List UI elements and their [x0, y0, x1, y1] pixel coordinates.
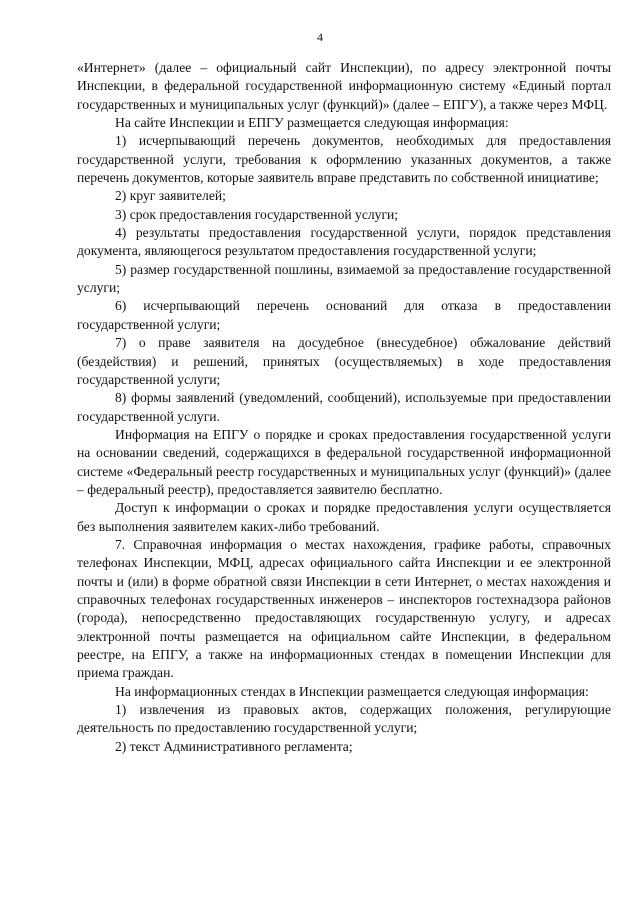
- document-body: [77, 59, 611, 756]
- paragraph-epgu-info: Информация на ЕПГУ о порядке и сроках предоставления государственной услуги на основании сведений, содержащихся в федеральной государственной информационной системе «Федеральный реестр государственных и муниципальных услуг (функций)» (далее – федеральный реестр), предоставляется заявителю бесплатно.: [77, 426, 611, 497]
- list-item-forms: 8) формы заявлений (уведомлений, сообщений), используемые при предоставлении государственной услуги.: [77, 390, 611, 424]
- paragraph-site-info-intro: На сайте Инспекции и ЕПГУ размещается следующая информация:: [115, 115, 509, 131]
- page-number: 4: [317, 30, 323, 44]
- list-item-applicants: 2) круг заявителей;: [115, 188, 226, 204]
- list-item-documents: 1) исчерпывающий перечень документов, необходимых для предоставления государственной услуги, требования к оформлению указанных документов, а также перечень документов, которые заявитель вправе представить по собственной инициативе;: [77, 133, 611, 186]
- list-item-appeal-right: 7) о праве заявителя на досудебное (внесудебное) обжалование действий (бездействия) и решений, принятых (осуществляемых) в ходе предоставления государственной услуги;: [77, 335, 611, 387]
- paragraph-access: Доступ к информации о сроках и порядке предоставления услуги осуществляется без выполнения заявителем каких-либо требований.: [77, 500, 611, 534]
- paragraph-stands-intro: На информационных стендах в Инспекции размещается следующая информация:: [115, 683, 589, 699]
- list-item-results: 4) результаты предоставления государственной услуги, порядок представления документа, являющегося результатом предоставления государственной услуги;: [77, 225, 611, 259]
- paragraph-continuation: «Интернет» (далее – официальный сайт Инспекции), по адресу электронной почты Инспекции, в федеральной государственной информационную систему «Единый портал государственных и муниципальных услуг (функций)» (далее – ЕПГУ), а также через МФЦ.: [77, 60, 611, 112]
- list-item-regulation-text: 2) текст Административного регламента;: [115, 738, 353, 754]
- list-item-fee: 5) размер государственной пошлины, взимаемой за предоставление государственной услуги;: [77, 261, 611, 296]
- list-item-refusal-grounds: 6) исчерпывающий перечень оснований для отказа в предоставлении государственной услуги;: [77, 298, 611, 332]
- paragraph-section-7: 7. Справочная информация о местах нахождения, графике работы, справочных телефонах Инспекции, МФЦ, адресах официального сайта Инспекции и ее электронной почты и (или) в форме обратной связи Инспекции в сети Интернет, о местах нахождения и справочных телефонах государственных инженеров – инспекторов гостехнадзора районов (города), непосредственно предоставляющих государственную услугу, и адресах электронной почты размещается на официальном сайте Инспекции, в федеральном реестре, на ЕПГУ, а также на информационных стендах в помещении Инспекции для приема граждан.: [77, 536, 611, 681]
- list-item-legal-extracts: 1) извлечения из правовых актов, содержащих положения, регулирующие деятельность по предоставлению государственной услуги;: [77, 702, 611, 736]
- list-item-term: 3) срок предоставления государственной услуги;: [115, 206, 399, 222]
